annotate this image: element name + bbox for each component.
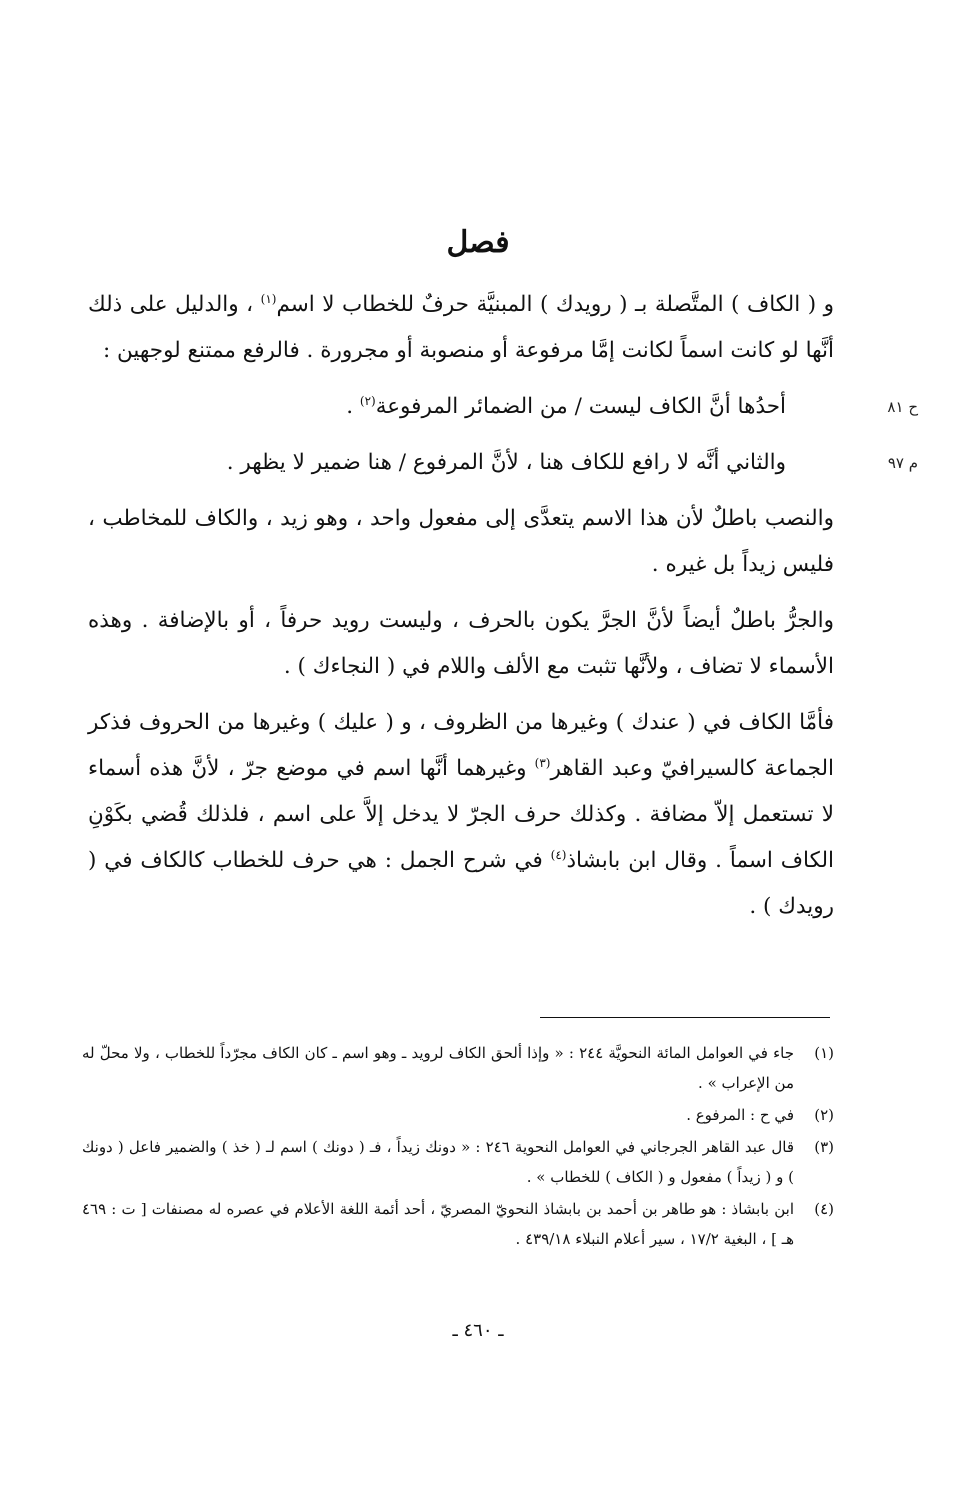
point-2-text: والثاني أنَّه لا رافع للكاف هنا ، لأنَّ المرفوع / هنا ضمير لا يظهر . xyxy=(226,450,786,475)
footnote-3 xyxy=(82,1132,834,1192)
footnote-ref-2[interactable]: (٢) xyxy=(359,393,376,408)
footnote-ref-3[interactable]: (٣) xyxy=(534,755,551,770)
point-1-part-a: أحدُها أنَّ الكاف ليست / من الضمائر المرفوعة xyxy=(375,394,786,419)
footnote-number: (٣) xyxy=(814,1138,834,1156)
paragraph-4-part-b: وغيرهما أنَّها اسم في موضع جرّ ، لأنَّ هذه أسماء لا تستعمل إلاّ مضافة . وكذلك حرف الجرّ لا يدخل إلاَّ على اسم ، فلذلك قُضي بكَوْنِ الكاف اسماً . وقال ابن بابشاذ xyxy=(88,756,834,873)
footnote-text: ابن بابشاذ : هو طاهر بن أحمد بن بابشاذ النحويّ المصريّ ، أحد أئمة اللغة الأعلام في عصره له مصنفات [ ت : ٤٦٩ هـ ] ، البغية ١٧/٢ ، سير أعلام النبلاء ٤٣٩/١٨ . xyxy=(82,1200,794,1248)
paragraph-2: والنصب باطلٌ لأن هذا الاسم يتعدَّى إلى مفعول واحد ، وهو زيد ، والكاف للمخاطب ، فليس زيداً بل غيره . xyxy=(88,506,834,577)
footnote-4 xyxy=(82,1194,834,1254)
footnote-ref-4[interactable]: (٤) xyxy=(550,847,567,862)
footnote-number: (١) xyxy=(814,1044,834,1062)
margin-note-1: ح ٨١ xyxy=(887,398,918,416)
point-2 xyxy=(88,440,918,486)
paragraph-1-part-a: و ( الكاف ) المتَّصلة بـ ( رويدك ) المبنيَّة حرفٌ للخطاب لا اسم xyxy=(276,292,834,317)
point-1-part-b: . xyxy=(346,394,360,419)
footnote-text: جاء في العوامل المائة النحويَّة ٢٤٤ : « وإذا ألحق الكاف لرويد ـ وهو اسم ـ كان الكاف مجرّداً للخطاب ، ولا محلّ له من الإعراب » . xyxy=(82,1044,794,1092)
paragraph-1 xyxy=(88,282,834,374)
footnote-number: (٢) xyxy=(814,1106,834,1124)
paragraph-4-part-a: فأمَّا الكاف في ( عندك ) وغيرها من الظروف ، و ( عليك ) وغيرها من الحروف فذكر الجماعة كالسيرافيّ وعبد القاهر xyxy=(88,710,835,781)
paragraph-3: والجرُّ باطلٌ أيضاً لأنَّ الجرَّ يكون بالحرف ، وليست رويد حرفاً ، أو بالإضافة . وهذه الأسماء لا تضاف ، ولأنَّها تثبت مع الألف واللام في ( النجاءك ) . xyxy=(88,608,834,679)
paragraph-4-part-c: في شرح الجمل : هي حرف للخطاب كالكاف في ( رويدك ) . xyxy=(88,848,834,919)
footnote-ref-1[interactable]: (١) xyxy=(260,291,277,306)
section-title: فصل xyxy=(446,225,510,260)
footnote-number: (٤) xyxy=(814,1200,834,1218)
margin-note-2: م ٩٧ xyxy=(887,454,918,472)
footnote-text: قال عبد القاهر الجرجاني في العوامل النحوية ٢٤٦ : « دونك زيداً ، فـ ( دونك ) اسم لـ ( خذ ) والضمير فاعل ( دونك ) و ( زيداً ) مفعول و ( الكاف ) للخطاب » . xyxy=(82,1138,794,1186)
footnote-divider xyxy=(540,1017,830,1018)
main-text xyxy=(88,282,918,930)
footnote-2 xyxy=(82,1100,834,1130)
paragraph-4 xyxy=(88,700,834,930)
footnote-text: في ح : المرفوع . xyxy=(686,1106,794,1124)
footnote-1 xyxy=(82,1038,834,1098)
footnotes xyxy=(82,1038,834,1256)
paragraph-1-part-b: ، والدليل على ذلك أنَّها لو كانت اسماً لكانت إمَّا مرفوعة أو منصوبة أو مجرورة . فالرفع ممتنع لوجهين : xyxy=(88,292,834,363)
page-number: ـ ٤٦٠ ـ xyxy=(452,1320,504,1341)
point-1 xyxy=(88,384,918,430)
